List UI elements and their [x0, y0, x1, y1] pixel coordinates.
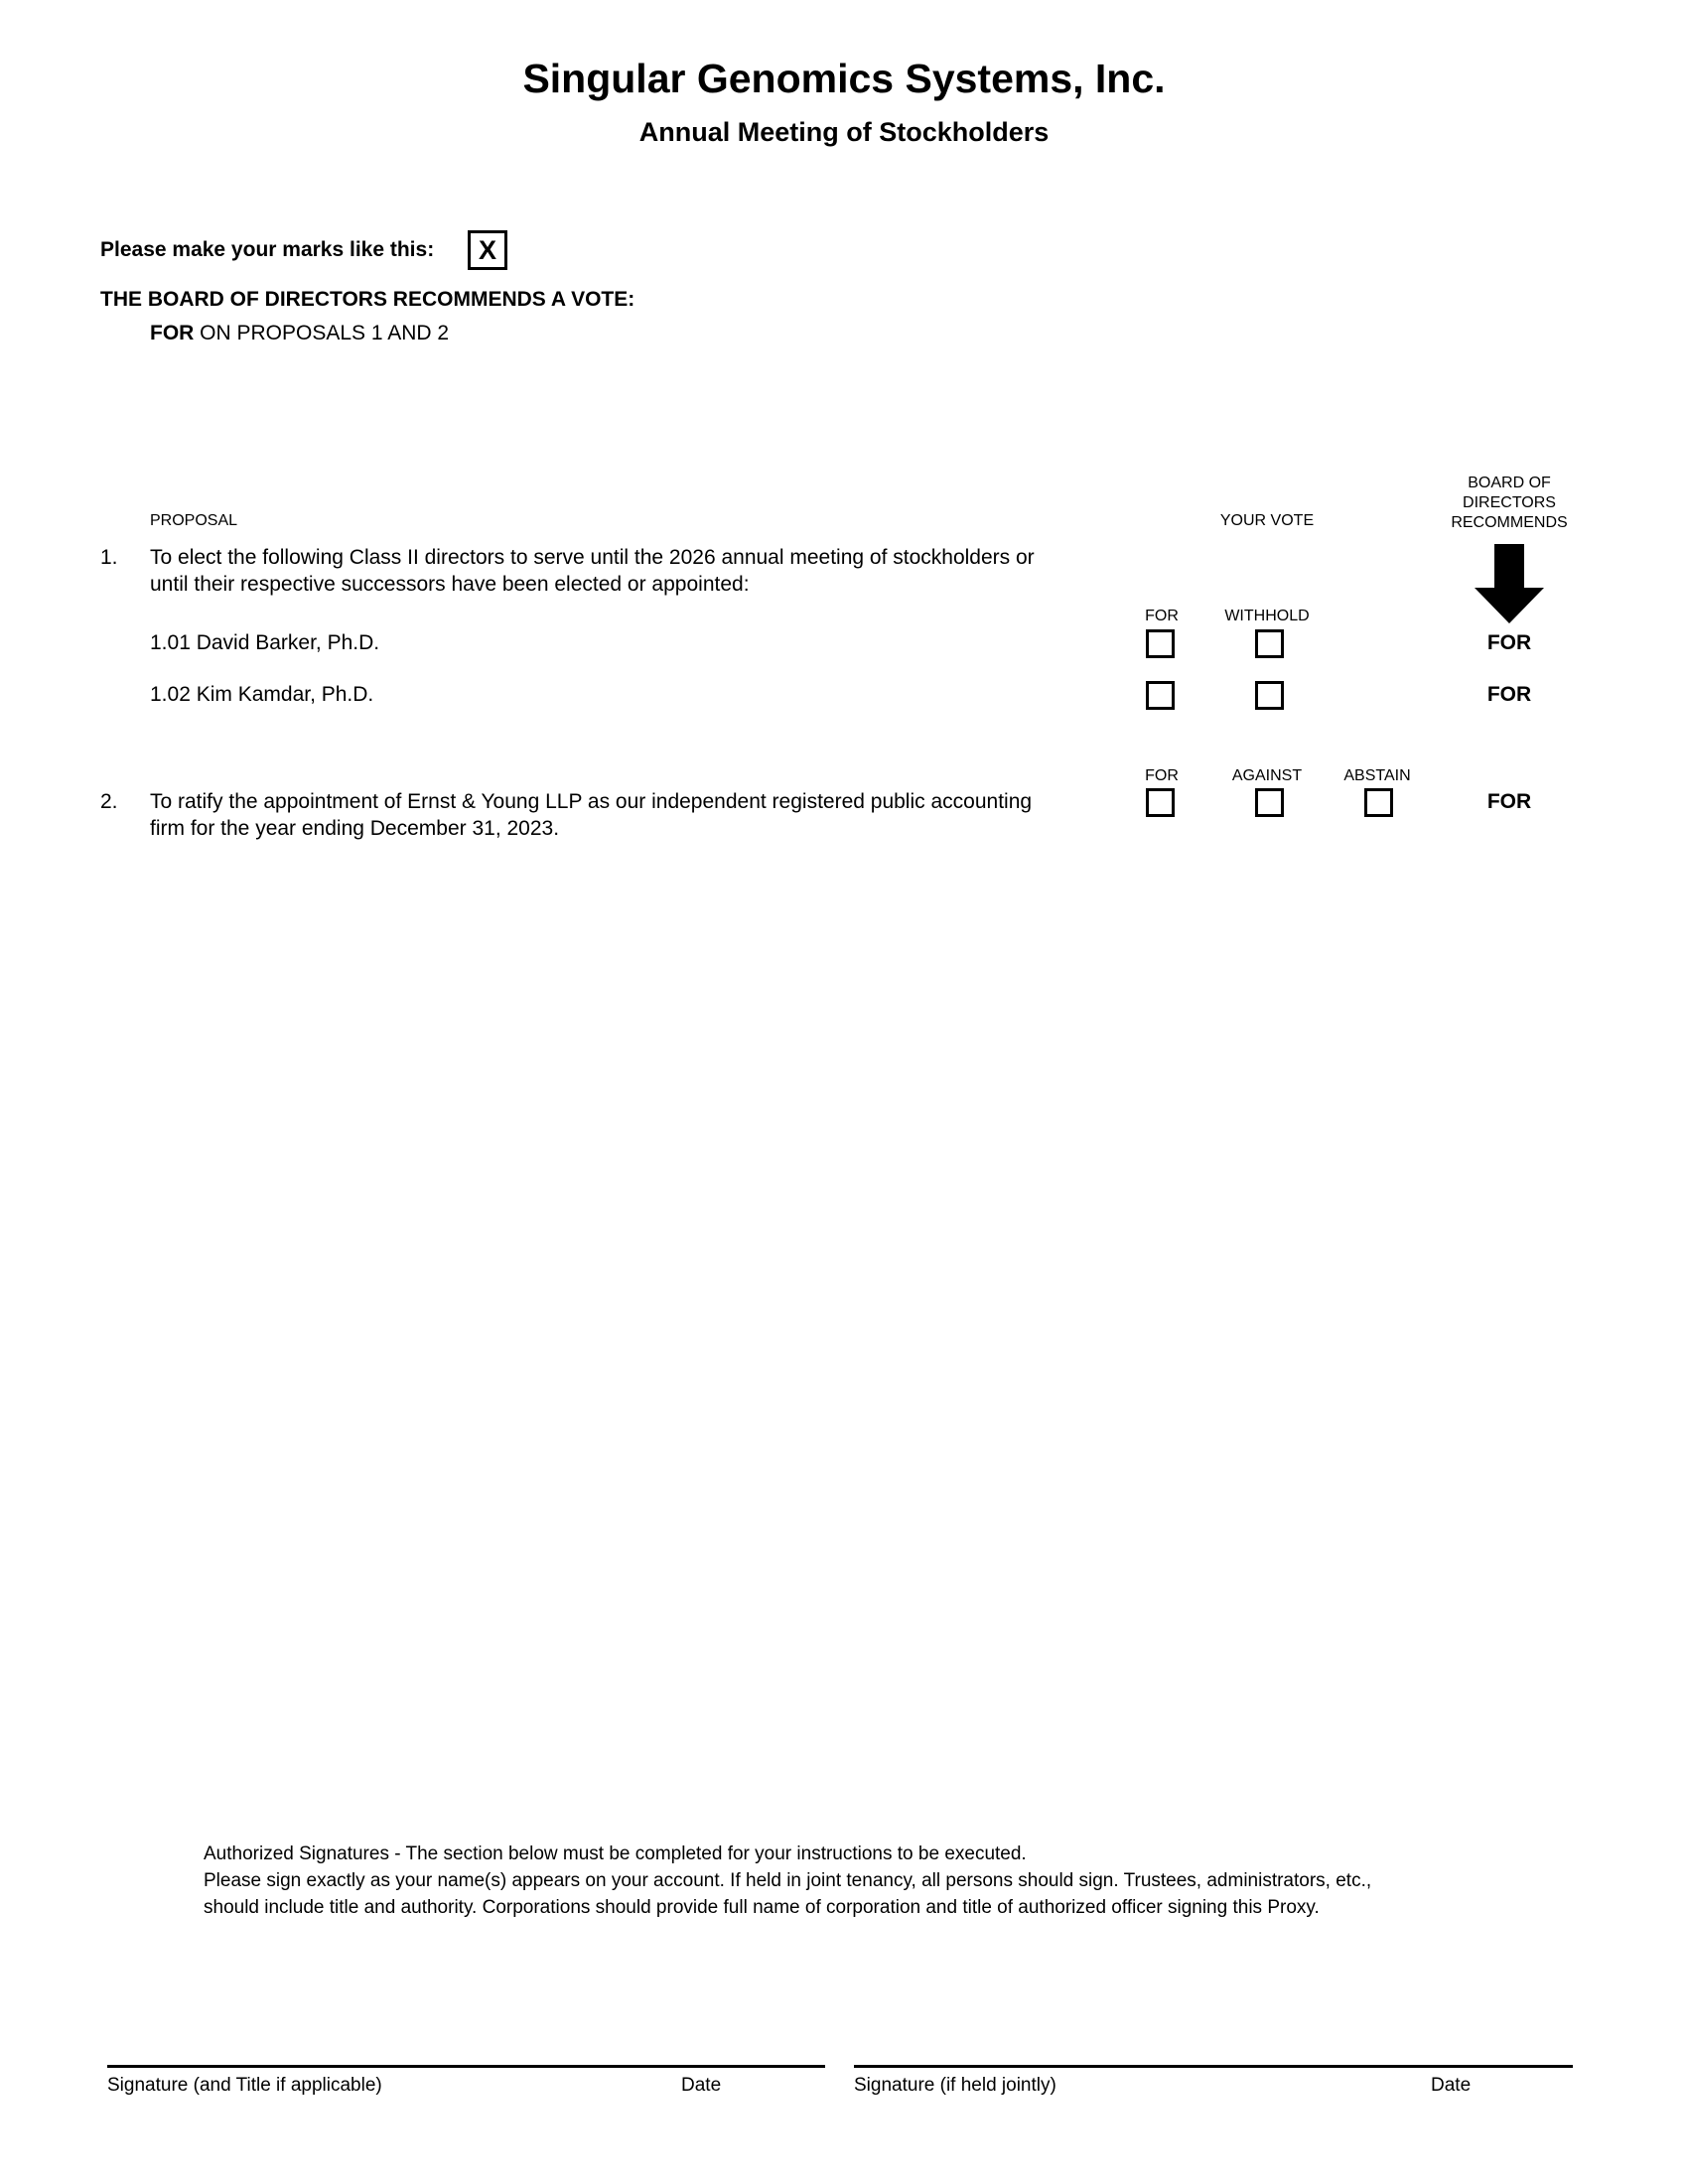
board-header-line2: DIRECTORS	[1463, 494, 1556, 511]
proposal-2-text-line1: To ratify the appointment of Ernst & Young LLP as our independent registered public accounting	[150, 790, 1033, 813]
proposal-2-abstain-checkbox[interactable]	[1364, 788, 1393, 817]
down-arrow-icon	[1473, 544, 1546, 623]
proposal-2-number: 2.	[100, 790, 118, 813]
proposal-1-text	[150, 544, 1113, 598]
nominee-1-01-for-checkbox[interactable]	[1146, 629, 1175, 658]
marks-instruction: Please make your marks like this:	[100, 238, 435, 261]
board-header-line3: RECOMMENDS	[1451, 514, 1568, 531]
nominee-1-02-withhold-checkbox[interactable]	[1255, 681, 1284, 710]
proposal-2-against-checkbox[interactable]	[1255, 788, 1284, 817]
proposal-1-number: 1.	[100, 546, 118, 569]
signature-joint-label: Signature (if held jointly)	[854, 2075, 1056, 2096]
signature-instructions-line1: Authorized Signatures - The section below must be completed for your instructions to be executed.	[204, 1843, 1027, 1864]
nominee-1-02-name: 1.02 Kim Kamdar, Ph.D.	[150, 683, 374, 706]
proposal-2-for-checkbox[interactable]	[1146, 788, 1175, 817]
proposal-2-text-line2: firm for the year ending December 31, 2023.	[150, 817, 560, 840]
company-title: Singular Genomics Systems, Inc.	[522, 56, 1166, 101]
signature-instructions-line3: should include title and authority. Corporations should provide full name of corporation and title of authorized officer signing this Proxy.	[204, 1897, 1320, 1918]
signature-primary-label: Signature (and Title if applicable)	[107, 2075, 382, 2096]
signature-line-joint[interactable]	[854, 2065, 1573, 2068]
proposal-2-for-header: FOR	[1145, 767, 1179, 784]
proposal-2-against-header: AGAINST	[1231, 767, 1303, 784]
board-recommendation-heading: THE BOARD OF DIRECTORS RECOMMENDS A VOTE:	[100, 288, 635, 311]
proposal-1-for-header: FOR	[1145, 608, 1179, 624]
nominee-1-01-withhold-checkbox[interactable]	[1255, 629, 1284, 658]
meeting-subtitle: Annual Meeting of Stockholders	[638, 117, 1050, 147]
recommend-proposals-label: ON PROPOSALS 1 AND 2	[194, 322, 450, 344]
proposal-1-text-line2: until their respective successors have been elected or appointed:	[150, 573, 750, 596]
proposal-2-recommendation: FOR	[1486, 790, 1532, 813]
date-primary-label: Date	[681, 2075, 722, 2096]
mark-example-box: X	[468, 230, 507, 270]
recommend-for-label: FOR	[150, 322, 195, 344]
proposal-2-text	[150, 788, 1113, 842]
proposal-1-withhold-header: WITHHOLD	[1224, 608, 1310, 624]
proposal-1-text-line1: To elect the following Class II directors to serve until the 2026 annual meeting of stockholders or	[150, 546, 1035, 569]
signature-line-primary[interactable]	[107, 2065, 825, 2068]
your-vote-column-header: YOUR VOTE	[1219, 512, 1315, 529]
nominee-1-02-recommendation: FOR	[1486, 683, 1532, 706]
proposal-2-abstain-header: ABSTAIN	[1343, 767, 1411, 784]
signature-instructions	[204, 1841, 1494, 1921]
board-recommendation-summary	[150, 322, 449, 345]
proposal-column-header: PROPOSAL	[150, 512, 238, 529]
signature-instructions-line2: Please sign exactly as your name(s) appears on your account. If held in joint tenancy, all persons should sign. Trustees, administrators, etc.,	[204, 1870, 1372, 1891]
nominee-1-01-name: 1.01 David Barker, Ph.D.	[150, 631, 380, 654]
date-joint-label: Date	[1431, 2075, 1472, 2096]
nominee-1-02-for-checkbox[interactable]	[1146, 681, 1175, 710]
nominee-1-01-recommendation: FOR	[1486, 631, 1532, 654]
board-header-line1: BOARD OF	[1468, 475, 1551, 491]
board-recommends-column-header	[1430, 474, 1589, 533]
